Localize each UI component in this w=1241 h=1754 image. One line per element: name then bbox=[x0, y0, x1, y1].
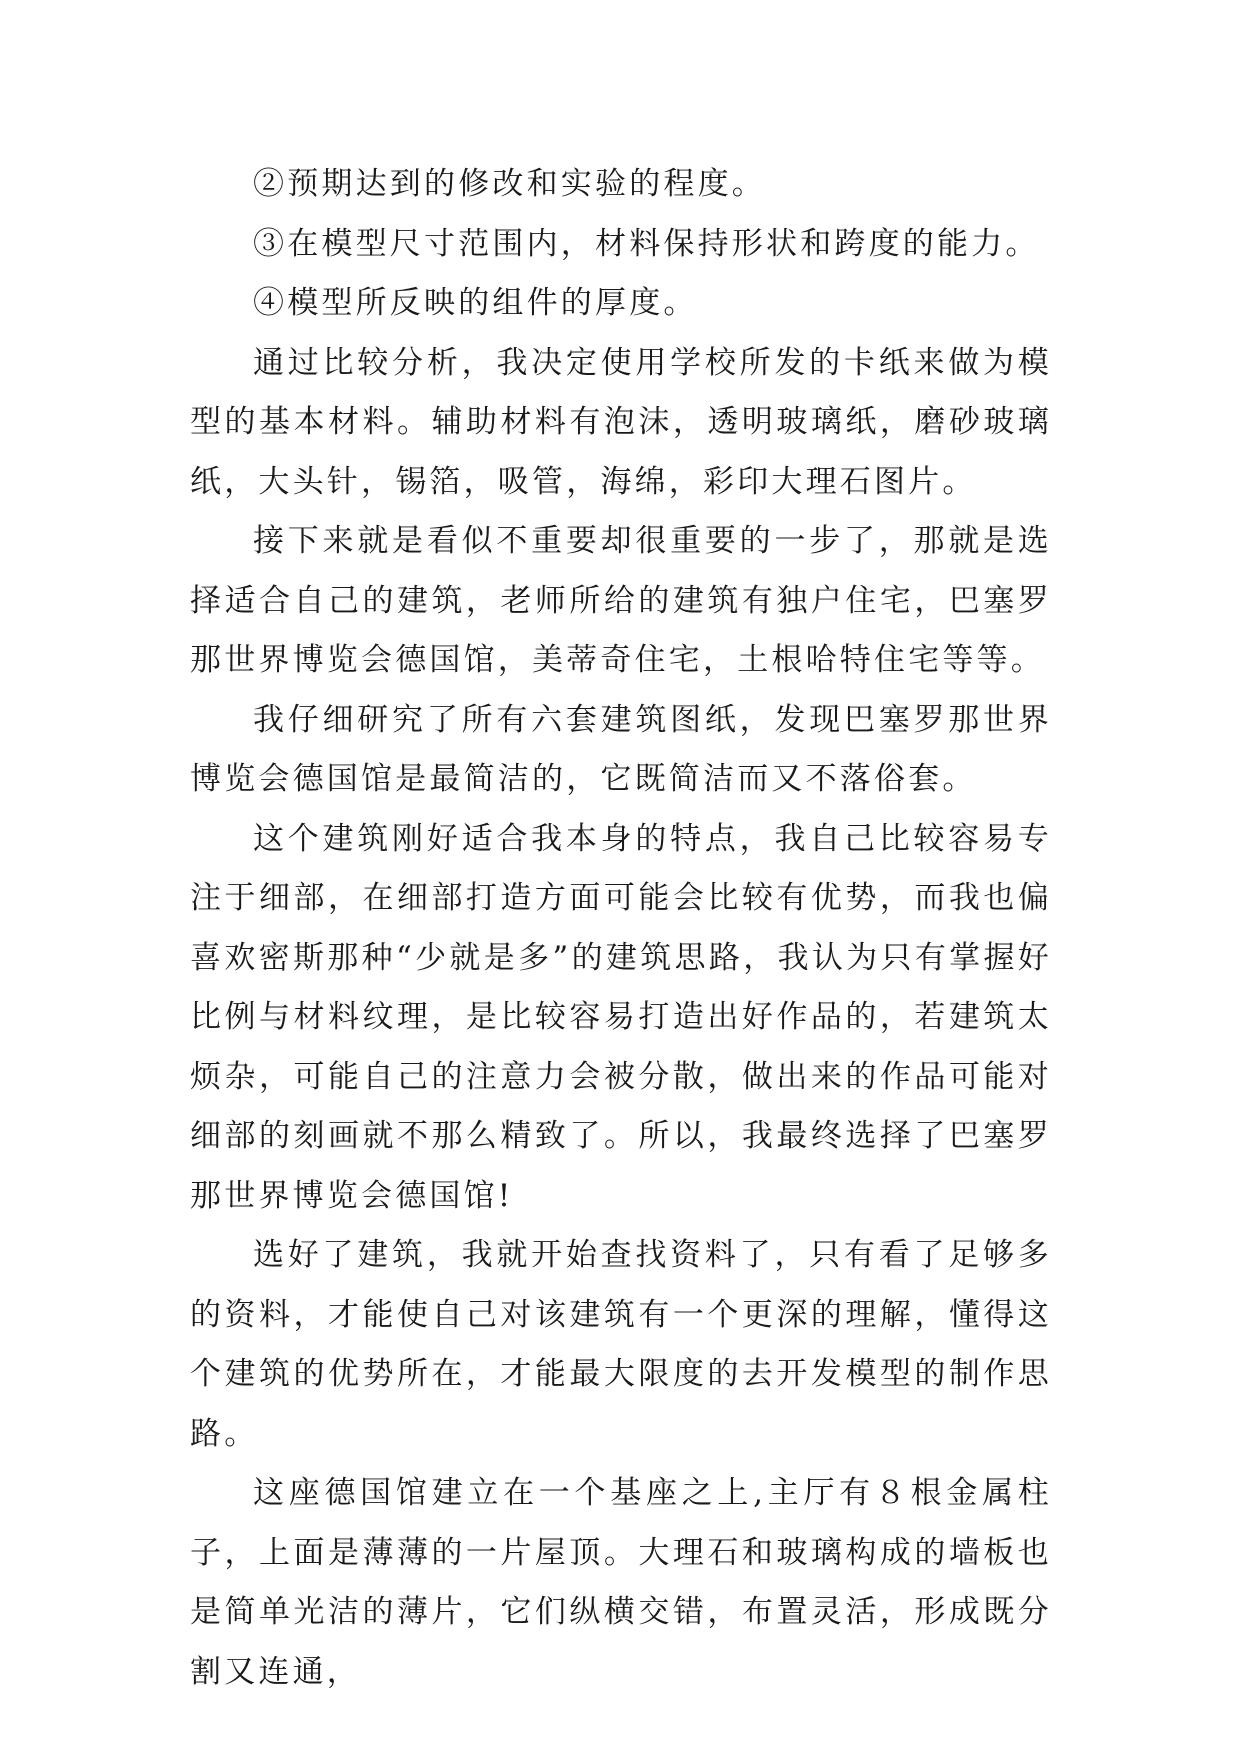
paragraph-materials: 通过比较分析，我决定使用学校所发的卡纸来做为模型的基本材料。辅助材料有泡沫，透明玻璃纸，磨砂玻璃纸，大头针，锡箔，吸管，海绵，彩印大理石图片。 bbox=[190, 344, 1052, 500]
paragraph-research-drawings: 我仔细研究了所有六套建筑图纸，发现巴塞罗那世界博览会德国馆是最简洁的，它既简洁而又不落俗套。 bbox=[190, 701, 1052, 797]
list-item-3: ③在模型尺寸范围内，材料保持形状和跨度的能力。 bbox=[253, 225, 1040, 262]
paragraph-choose-building: 接下来就是看似不重要却很重要的一步了，那就是选择适合自己的建筑，老师所给的建筑有独户住宅，巴塞罗那世界博览会德国馆，美蒂奇住宅，土根哈特住宅等等。 bbox=[190, 523, 1052, 678]
list-item-4: ④模型所反映的组件的厚度。 bbox=[253, 285, 698, 321]
list-item-2: ②预期达到的修改和实验的程度。 bbox=[253, 166, 766, 202]
paragraph-pavilion-description: 这座德国馆建立在一个基座之上,主厅有８根金属柱子，上面是薄薄的一片屋顶。大理石和玻璃构成的墙板也是简单光洁的薄片，它们纵横交错，布置灵活，形成既分割又连通， bbox=[190, 1475, 1052, 1690]
paragraph-find-materials: 选好了建筑，我就开始查找资料了，只有看了足够多的资料，才能使自己对该建筑有一个更深的理解，懂得这个建筑的优势所在，才能最大限度的去开发模型的制作思路。 bbox=[190, 1237, 1052, 1452]
paragraph-personal-fit: 这个建筑刚好适合我本身的特点，我自己比较容易专注于细部，在细部打造方面可能会比较有优势，而我也偏喜欢密斯那种“少就是多”的建筑思路，我认为只有掌握好比例与材料纹理，是比较容易打造出好作品的，若建筑太烦杂，可能自己的注意力会被分散，做出来的作品可能对细部的刻画就不那么精致了。所以，我最终选择了巴塞罗那世界博览会德国馆! bbox=[190, 820, 1052, 1214]
body-text bbox=[190, 155, 1052, 1702]
